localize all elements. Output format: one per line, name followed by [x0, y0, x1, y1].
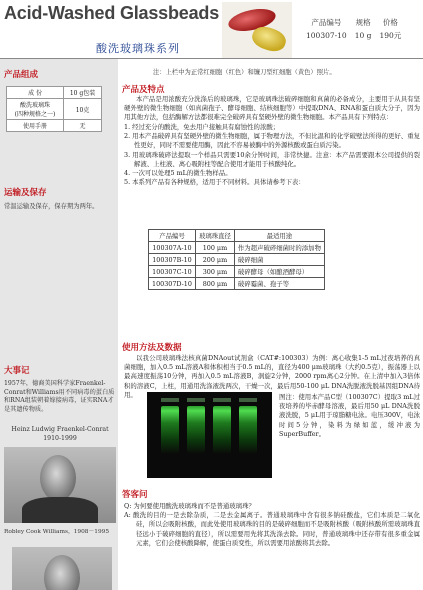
- gel-lane: [213, 406, 231, 454]
- table-row: [7, 120, 102, 132]
- scientist-photo-2: [12, 547, 112, 590]
- sidebar: [0, 59, 118, 590]
- list-item: 2. 用本产品破碎具有坚硬外壁的微生物细胞，属于物理方法，不但比温和的化学破壁法所得的更好、重复性更好，同时不需要使用酶，因此不容易被酶中的外源核酸或蛋白质污染。: [124, 132, 420, 150]
- faq-question: Q: 为何要使用酸洗玻璃珠而不是普通玻璃珠？: [124, 502, 255, 510]
- spec-cell: 100307B-10: [149, 254, 196, 266]
- product-title-cn: 酸洗玻璃珠系列: [96, 42, 180, 55]
- order-price-value: 190元: [379, 31, 402, 40]
- scientist-caption-1: [4, 426, 116, 443]
- order-header-price: 价格: [382, 18, 398, 27]
- spec-header-use: 最适用途: [234, 230, 324, 242]
- scientist-name-1: Heinz Ludwig Fraenkel-Conrat: [11, 426, 109, 433]
- comp-cell: 酸洗玻璃珠 (四种规格之一): [7, 99, 64, 120]
- history-text: 1957年，德裔美国科学家Fraenkel-Conrat和Williams用不同病毒的蛋白质和RNA组装朝着嫁接病毒，证实RNA才是其遗传物质。: [4, 380, 115, 413]
- page-header: [0, 0, 423, 58]
- order-size-value: 10 g: [354, 31, 372, 40]
- comp-header-item: 成 份: [7, 87, 64, 99]
- order-header-cat: 产品编号: [311, 18, 342, 27]
- list-item: 1. 经过充分的酸洗，免去用户接触具有腐蚀性的浓酸；: [124, 123, 280, 131]
- spec-cell: 100307D-10: [149, 278, 196, 290]
- spec-table: [148, 229, 325, 290]
- history-heading: 大事记: [4, 366, 30, 376]
- features-heading: 产品及特点: [122, 85, 165, 95]
- portrait-suit: [22, 497, 98, 523]
- order-header-size: 规格: [355, 18, 371, 27]
- list-item: 5. 本系列产品有各种规格，适用于不同材料。具体请参考下表：: [124, 178, 305, 187]
- comp-cell: 使用手册: [7, 120, 64, 132]
- spec-header-cat: 产品编号: [149, 230, 196, 242]
- photo-note: 注：上栏中为正常红细胞（红色）和镰刀型红细胞（黄色）照片。: [153, 69, 336, 76]
- faq-block: [124, 502, 420, 548]
- table-row: [149, 266, 325, 278]
- intro-paragraph: 本产品是用浓酸充分洗涤后的玻璃珠，它是玻璃珠法破碎细胞和真菌的必备成分，主要用于从具有坚硬外壁的微生物细胞（如真菌孢子、酵母细胞、结核细胞等）中提取DNA、RNA和蛋白质大分子，因为用其他方法，包括酶解方法都很难完全破碎具有坚硬外壁的微生物细胞。本产品具有下列特点：: [124, 95, 420, 122]
- spec-cell: 300 μm: [195, 266, 234, 278]
- composition-table: [6, 86, 102, 132]
- scientist-years-1: 1910-1999: [43, 434, 77, 442]
- portrait-face: [40, 455, 76, 501]
- table-row: [149, 254, 325, 266]
- faq-answer: A: 酸洗的目的一是去除杂质，二是去金属离子。普通玻璃珠中含有很多钠硅酸盐，它们本质是二氧化硅，所以会吸附核酸，而此处使用玻璃珠的目的是破碎细胞而不是吸附核酸（吸附核酸所需玻璃珠直径远小于破碎细胞的直径），所以需要用先将其洗涤去除。同时，普通玻璃珠中还存带有很多重金属元素，它们会使核酸降解，使蛋白质变性，所以需要用浓酸将其去除。: [124, 511, 420, 547]
- comp-header-pack: 10 g包装: [64, 87, 102, 99]
- gel-lane: [161, 406, 179, 454]
- comp-cell: 10克: [64, 99, 102, 120]
- gel-well: [187, 398, 205, 402]
- spec-cell: 800 μm: [195, 278, 234, 290]
- storage-text: 常温运输及保存，保存期为两年。: [4, 203, 99, 210]
- comp-cell: 无: [64, 120, 102, 132]
- spec-cell: 破碎酵母（如酿酒酵母）: [234, 266, 324, 278]
- table-row: [149, 242, 325, 254]
- faq-heading: 答客问: [122, 490, 148, 500]
- list-item: 4. 一次可以处理5 mL的微生物样品。: [124, 169, 232, 178]
- gel-well: [213, 398, 231, 402]
- method-paragraph: 以我公司玻璃珠法核真菌DNAout试剂盒（CAT#:100303）为例：离心收集1-5 mL过夜培养的真菌细胞，加入0.5 mL溶液A和体积相当于0.5 mL的，直径为400 μm玻璃珠（大约0.5克），振荡器上以最高速度振荡10分钟，再加入0.5 mL溶液B，涡旋2分钟，2000 rpm离心2分钟。在上清中加入3倍体积的溶液C，上柱，用通用洗涤液洗两次，干燥一次，最后用50-100 μL DNA洗脱液洗脱基因组DNA待用。: [124, 354, 420, 399]
- list-item: 3. 用玻璃珠破碎法提取一个样品只需要10余分钟时间，非常快捷。注意：本产品需要跟本公司提供的裂解液、上柱液、离心吸附柱等配合使用才能用于核酸纯化。: [124, 150, 420, 168]
- gel-well: [239, 398, 257, 402]
- table-row: [7, 99, 102, 120]
- scientist-photo-1: [4, 447, 116, 523]
- spec-cell: 破碎霉菌、孢子等: [234, 278, 324, 290]
- spec-cell: 200 μm: [195, 254, 234, 266]
- gel-lane: [239, 406, 257, 454]
- scientist-caption-2: Robley Cook Williams，1908－1995: [4, 529, 110, 535]
- composition-heading: 产品组成: [4, 70, 39, 80]
- storage-heading: 运输及保存: [4, 188, 47, 198]
- spec-cell: 100307C-10: [149, 266, 196, 278]
- spec-cell: 破碎细菌: [234, 254, 324, 266]
- gel-caption: 图注：使用本产品C型（100307C）提取3 mL过夜培养的毕赤酵母溶液，最后用50 μL DNA洗脱液洗脱，5 μL用于琼脂糖电泳。电压300V，电泳时间5分钟，染料为绿如蓝，缓冲液为SuperBuffer。: [279, 393, 420, 438]
- table-row: [149, 278, 325, 290]
- portrait-face: [44, 555, 80, 590]
- spec-header-diameter: 玻璃珠直径: [195, 230, 234, 242]
- product-title-en: Acid-Washed Glassbeads: [4, 3, 220, 23]
- sickle-cell-image: [249, 23, 288, 54]
- spec-cell: 100307A-10: [149, 242, 196, 254]
- order-cat-value: 100307-10: [306, 31, 347, 40]
- spec-cell: 作为超声破碎细菌时的添加物: [234, 242, 324, 254]
- spec-cell: 100 μm: [195, 242, 234, 254]
- order-info-table: [302, 16, 405, 42]
- gel-well: [161, 398, 179, 402]
- features-list: [124, 123, 420, 187]
- method-heading: 使用方法及数据: [122, 343, 182, 353]
- gel-electrophoresis-image: [147, 392, 272, 478]
- blood-cell-photo: [222, 2, 292, 58]
- gel-lane: [187, 406, 205, 454]
